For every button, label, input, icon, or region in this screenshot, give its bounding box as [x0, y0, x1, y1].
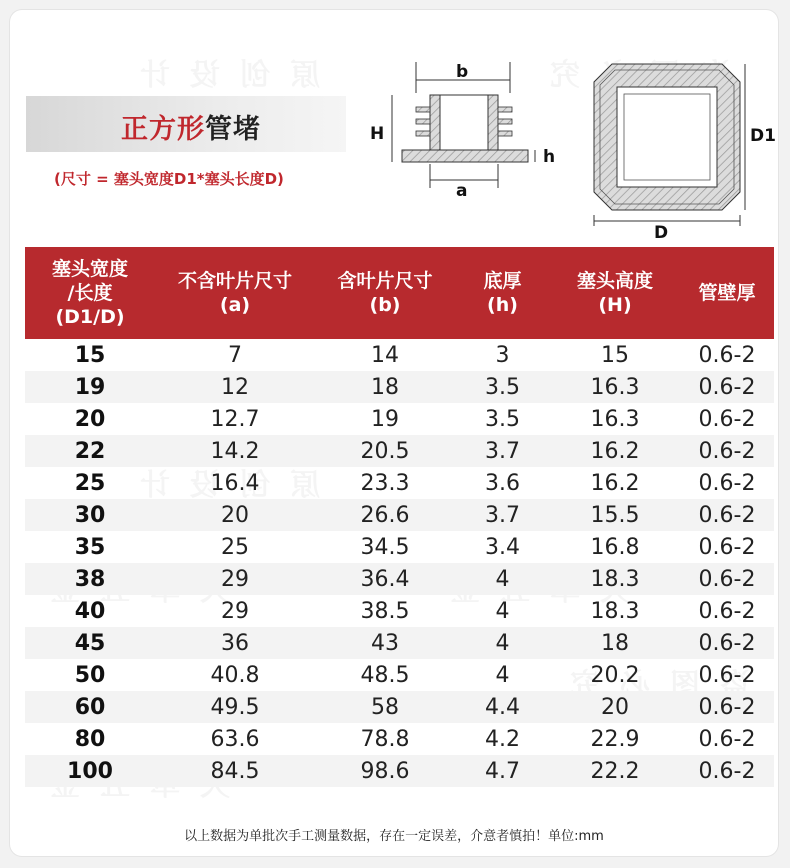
table-cell: 58 — [371, 694, 399, 720]
table-body — [25, 339, 774, 787]
header-b: 含叶片尺寸 (b) — [337, 270, 433, 316]
table-cell: 60 — [74, 694, 106, 720]
table-cell: 40 — [74, 598, 106, 624]
top-view-drawing — [594, 64, 776, 243]
table-cell: 0.6-2 — [698, 438, 756, 464]
table-cell: 49.5 — [210, 694, 260, 720]
table-cell: 22 — [74, 438, 106, 464]
table-row — [25, 595, 774, 627]
table-header-row — [25, 247, 774, 339]
table-cell: 4.7 — [485, 758, 520, 784]
table-cell: 3.5 — [485, 406, 520, 432]
title-red-part: 正方形 — [121, 114, 205, 145]
table-cell: 3.7 — [485, 502, 520, 528]
table-cell: 15 — [74, 342, 106, 368]
table-cell: 0.6-2 — [698, 566, 756, 592]
table-cell: 16.3 — [590, 374, 640, 400]
product-spec-card — [10, 10, 778, 856]
dimension-diagram — [360, 50, 776, 243]
table-cell: 20 — [601, 694, 629, 720]
table-cell: 3 — [495, 342, 510, 368]
table-cell: 84.5 — [210, 758, 260, 784]
table-row — [25, 691, 774, 723]
table-cell: 18 — [601, 630, 629, 656]
table-cell: 16.3 — [590, 406, 640, 432]
table-cell: 29 — [221, 598, 249, 624]
table-cell: 4 — [495, 662, 510, 688]
table-cell: 19 — [74, 374, 106, 400]
label-D: D — [654, 223, 669, 243]
spec-table — [25, 247, 774, 787]
table-cell: 0.6-2 — [698, 502, 756, 528]
table-cell: 0.6-2 — [698, 758, 756, 784]
table-row — [25, 755, 774, 787]
table-cell: 4.4 — [485, 694, 520, 720]
table-cell: 3.6 — [485, 470, 520, 496]
table-cell: 0.6-2 — [698, 726, 756, 752]
table-cell: 4 — [495, 630, 510, 656]
table-cell: 4 — [495, 598, 510, 624]
label-a: a — [456, 181, 468, 201]
table-cell: 16.2 — [590, 438, 640, 464]
footnote: 以上数据为单批次手工测量数据，存在一定误差，介意者慎拍！单位:mm — [184, 829, 604, 844]
table-cell: 12.7 — [210, 406, 260, 432]
table-cell: 26.6 — [360, 502, 410, 528]
table-cell: 38.5 — [360, 598, 410, 624]
side-view-drawing — [370, 62, 555, 201]
table-cell: 25 — [221, 534, 249, 560]
table-cell: 16.2 — [590, 470, 640, 496]
table-row — [25, 563, 774, 595]
table-cell: 38 — [74, 566, 106, 592]
table-cell: 25 — [74, 470, 106, 496]
table-cell: 4.2 — [485, 726, 520, 752]
table-cell: 23.3 — [360, 470, 410, 496]
header-a: 不含叶片尺寸 (a) — [177, 270, 292, 316]
table-cell: 36.4 — [360, 566, 410, 592]
table-row — [25, 467, 774, 499]
table-cell: 3.7 — [485, 438, 520, 464]
table-cell: 78.8 — [360, 726, 410, 752]
table-cell: 14 — [371, 342, 399, 368]
table-row — [25, 659, 774, 691]
table-cell: 15 — [601, 342, 629, 368]
title-dark-part: 管堵 — [205, 114, 261, 145]
table-row — [25, 339, 774, 371]
table-cell: 3.5 — [485, 374, 520, 400]
table-cell: 100 — [67, 758, 113, 784]
size-formula: (尺寸 = 塞头宽度D1*塞头长度D) — [54, 170, 284, 188]
table-cell: 0.6-2 — [698, 630, 756, 656]
table-cell: 18.3 — [590, 598, 640, 624]
title-banner — [26, 96, 346, 152]
table-row — [25, 627, 774, 659]
table-cell: 16.8 — [590, 534, 640, 560]
table-cell: 18 — [371, 374, 399, 400]
table-cell: 15.5 — [590, 502, 640, 528]
label-b: b — [456, 62, 469, 82]
header-wall-thickness: 管壁厚 — [698, 282, 756, 304]
label-h: h — [543, 147, 556, 167]
table-row — [25, 531, 774, 563]
table-cell: 14.2 — [210, 438, 260, 464]
table-cell: 19 — [371, 406, 399, 432]
table-cell: 16.4 — [210, 470, 260, 496]
label-H: H — [370, 124, 385, 144]
watermark — [120, 50, 320, 94]
table-cell: 36 — [221, 630, 249, 656]
table-cell: 3.4 — [485, 534, 520, 560]
table-cell: 30 — [74, 502, 106, 528]
table-cell: 0.6-2 — [698, 470, 756, 496]
table-row — [25, 499, 774, 531]
header-H: 塞头高度 (H) — [576, 270, 653, 316]
header-h: 底厚 (h) — [483, 270, 522, 316]
table-cell: 18.3 — [590, 566, 640, 592]
table-cell: 48.5 — [360, 662, 410, 688]
table-cell: 43 — [371, 630, 399, 656]
table-cell: 20.5 — [360, 438, 410, 464]
table-cell: 4 — [495, 566, 510, 592]
table-cell: 0.6-2 — [698, 406, 756, 432]
table-cell: 35 — [74, 534, 106, 560]
table-row — [25, 403, 774, 435]
table-cell: 40.8 — [210, 662, 260, 688]
table-row — [25, 371, 774, 403]
table-cell: 22.2 — [590, 758, 640, 784]
table-cell: 50 — [74, 662, 106, 688]
table-cell: 0.6-2 — [698, 598, 756, 624]
table-cell: 22.9 — [590, 726, 640, 752]
table-cell: 80 — [74, 726, 106, 752]
table-cell: 29 — [221, 566, 249, 592]
table-cell: 98.6 — [360, 758, 410, 784]
table-cell: 0.6-2 — [698, 374, 756, 400]
header-d1-d: 塞头宽度 /长度 (D1/D) — [51, 258, 128, 328]
table-cell: 63.6 — [210, 726, 260, 752]
table-cell: 0.6-2 — [698, 534, 756, 560]
table-cell: 20 — [74, 406, 106, 432]
table-cell: 0.6-2 — [698, 342, 756, 368]
table-cell: 45 — [74, 630, 106, 656]
table-cell: 20 — [221, 502, 249, 528]
table-row — [25, 723, 774, 755]
table-cell: 7 — [228, 342, 242, 368]
table-row — [25, 435, 774, 467]
page-title — [121, 107, 261, 146]
label-D1: D1 — [750, 126, 776, 146]
table-cell: 20.2 — [590, 662, 640, 688]
table-cell: 0.6-2 — [698, 662, 756, 688]
table-cell: 0.6-2 — [698, 694, 756, 720]
table-cell: 12 — [221, 374, 249, 400]
table-cell: 34.5 — [360, 534, 410, 560]
